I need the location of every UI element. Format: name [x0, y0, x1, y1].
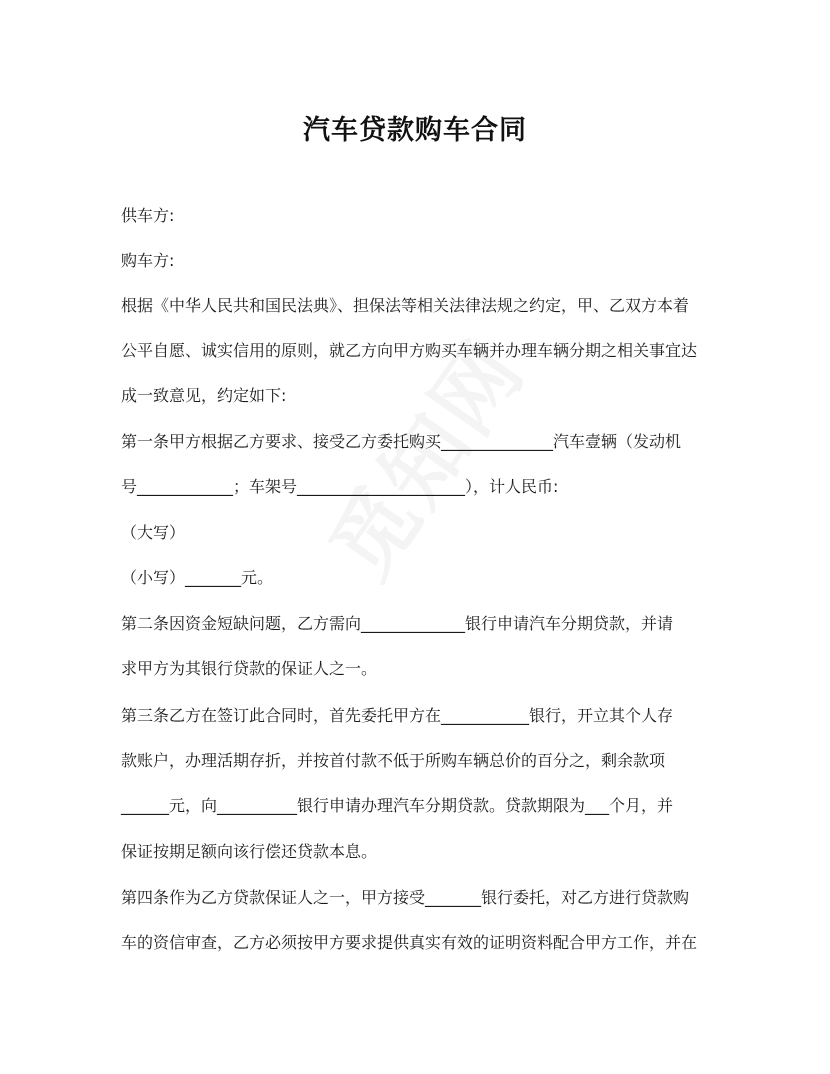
document-title: 汽车贷款购车合同 [303, 115, 527, 146]
article-2-line: 求甲方为其银行贷款的保证人之一。 [121, 659, 378, 678]
article-3-line: ______元，向__________银行申请办理汽车分期贷款。贷款期限为___个月，并 [121, 796, 674, 815]
paragraph-line: 成一致意见，约定如下: [121, 386, 287, 405]
paragraph-line: 公平自愿、诚实信用的原则，就乙方向甲方购买车辆并办理车辆分期之相关事宜达 [121, 341, 698, 360]
supplier-line: 供车方: [121, 206, 175, 225]
article-3-line: 第三条乙方在签订此合同时，首先委托甲方在___________银行，开立其个人存 [121, 706, 674, 725]
article-4-line: 第四条作为乙方贷款保证人之一，甲方接受_______银行委托，对乙方进行贷款购 [121, 888, 690, 907]
article-3-line: 保证按期足额向该行偿还贷款本息。 [121, 842, 378, 861]
article-2-line: 第二条因资金短缺问题，乙方需向_____________银行申请汽车分期贷款，并请 [121, 614, 674, 633]
article-1-line: 第一条甲方根据乙方要求、接受乙方委托购买______________汽车壹辆（发动机 [121, 432, 682, 451]
paragraph-line: 根据《中华人民共和国民法典》、担保法等相关法律法规之约定，甲、乙双方本着 [121, 296, 690, 315]
amount-uppercase-line: （大写） [121, 523, 186, 542]
article-3-line: 款账户，办理活期存折，并按首付款不低于所购车辆总价的百分之，剩余款项 [121, 751, 666, 770]
article-4-line: 车的资信审查，乙方必须按甲方要求提供真实有效的证明资料配合甲方工作，并在 [121, 933, 698, 952]
article-1-line: 号____________；车架号_____________________），计人民币: [121, 477, 559, 496]
buyer-line: 购车方: [121, 251, 175, 270]
amount-lowercase-line: （小写）_______元。 [121, 568, 274, 587]
